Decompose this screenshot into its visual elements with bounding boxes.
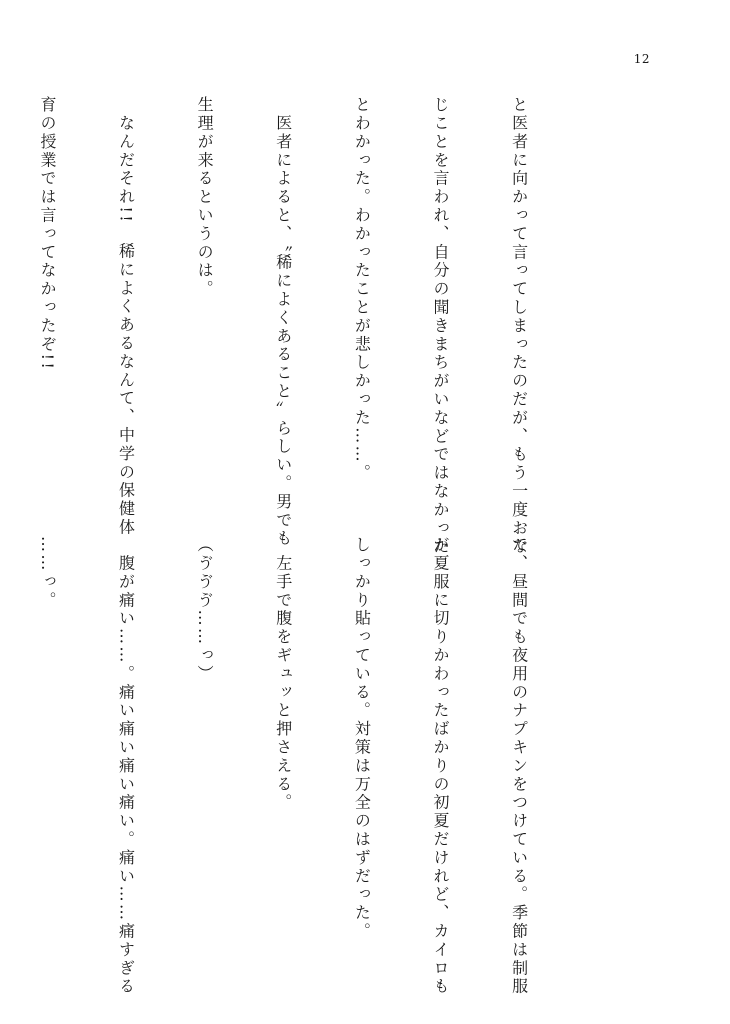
text-line: じことを言われ、自分の聞きまちがいなどではなかった <box>430 96 450 556</box>
text-line: （ゔゔゔ……っ） <box>195 536 215 684</box>
text-line: なんだそれ!! 稀によくあるなんて、中学の保健体 <box>116 96 136 537</box>
text-block-top <box>37 96 584 556</box>
text-line: しっかり貼っている。対策は万全のはずだった。 <box>352 536 372 941</box>
text-line: が夏服に切りかわったばかりの初夏だけれど、カイロも <box>430 536 450 996</box>
text-line: 腹が痛い……。痛い痛い痛い痛い。痛い……痛すぎる <box>116 536 136 996</box>
page-number: 12 <box>633 52 650 66</box>
text-line: ……っ。 <box>37 536 57 610</box>
text-line: で、昼間でも夜用のナプキンをつけている。季節は制服 <box>509 536 529 996</box>
text-block-bottom <box>37 536 584 996</box>
text-line: 生理が来るというのは。 <box>195 96 215 299</box>
text-line: 左手で腹をギュッと押さえる。 <box>273 536 293 812</box>
text-line: 医者によると、〝稀によくあること〟らしい。男でも <box>273 96 293 548</box>
text-line: とわかった。わかったことが悲しかった……。 <box>352 96 372 483</box>
text-line: 育の授業では言ってなかったぞ!! <box>37 96 57 372</box>
text-line: と医者に向かって言ってしまったのだが、もう一度おな <box>509 96 529 556</box>
